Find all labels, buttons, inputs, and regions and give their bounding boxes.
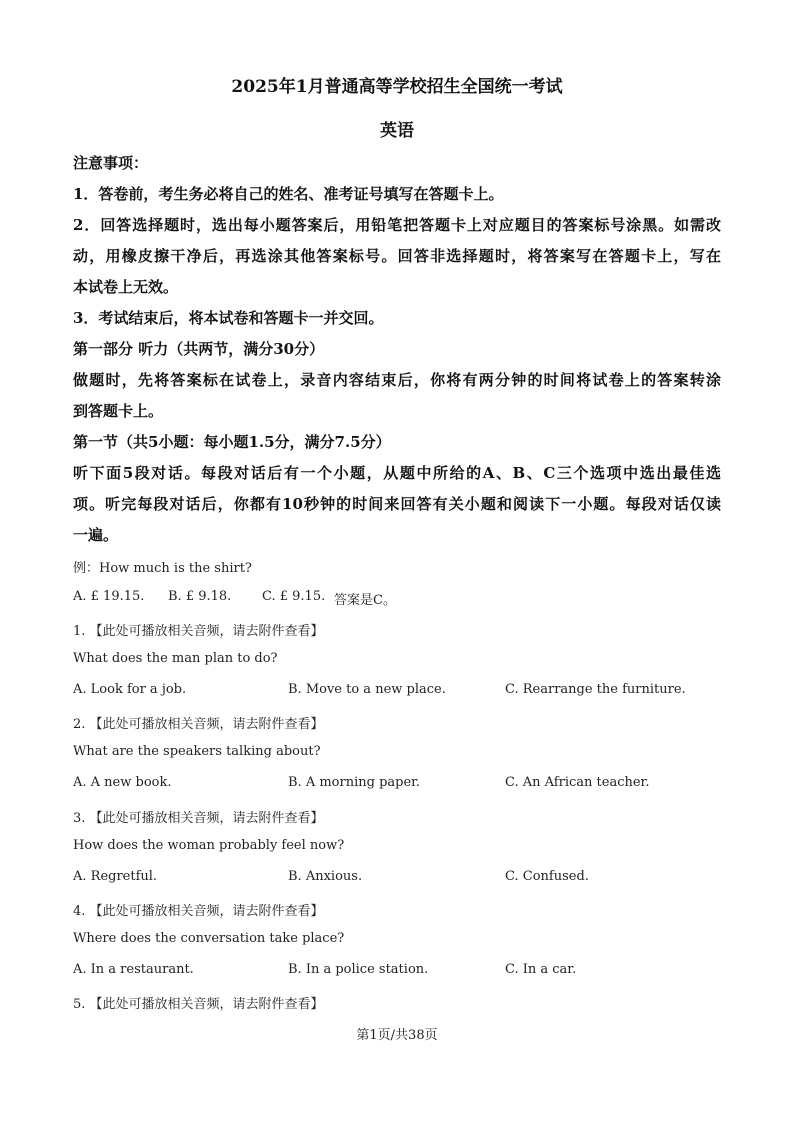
audio-placeholder-1[interactable]: 1. 【此处可播放相关音频，请去附件查看】	[73, 624, 324, 639]
question-2: What are the speakers talking about?	[73, 744, 321, 759]
audio-placeholder-5[interactable]: 5. 【此处可播放相关音频，请去附件查看】	[73, 997, 324, 1012]
q4-option-b: B. In a police station.	[288, 962, 429, 977]
q1-option-a: A. Look for a job.	[73, 682, 187, 697]
part1-heading: 第一部分 听力（共两节，满分30分）	[73, 340, 325, 358]
section1-heading: 第一节（共5小题：每小题1.5分，满分7.5分）	[73, 433, 391, 451]
section1-instruction-line-1: 听下面5段对话。每段对话后有一个小题，从题中所给的A、B、C三个选项中选出最佳选	[73, 464, 721, 482]
audio-placeholder-3[interactable]: 3. 【此处可播放相关音频，请去附件查看】	[73, 811, 324, 826]
question-4: Where does the conversation take place?	[73, 931, 345, 946]
section1-instruction-line-3: 一遍。	[73, 526, 119, 544]
q1-option-c: C. Rearrange the furniture.	[505, 682, 686, 697]
notice-item-2-line-3: 本试卷上无效。	[73, 278, 179, 296]
question-3: How does the woman probably feel now?	[73, 838, 345, 853]
part1-instruction-line-2: 到答题卡上。	[73, 402, 164, 420]
q2-option-b: B. A morning paper.	[288, 775, 421, 790]
q4-option-c: C. In a car.	[505, 962, 577, 977]
exam-title: 2025年1月普通高等学校招生全国统一考试	[231, 77, 563, 97]
part1-instruction-line-1: 做题时，先将答案标在试卷上，录音内容结束后，你将有两分钟的时间将试卷上的答案转涂	[73, 371, 721, 389]
q4-option-a: A. In a restaurant.	[73, 962, 194, 977]
q3-option-a: A. Regretful.	[73, 869, 158, 884]
section1-instruction-line-2: 项。听完每段对话后，你都有10秒钟的时间来回答有关小题和阅读下一小题。每段对话仅读	[73, 495, 721, 513]
notice-item-1: 1．答卷前，考生务必将自己的姓名、准考证号填写在答题卡上。	[73, 185, 504, 203]
audio-placeholder-2[interactable]: 2. 【此处可播放相关音频，请去附件查看】	[73, 717, 324, 732]
question-1: What does the man plan to do?	[73, 651, 278, 666]
q1-option-b: B. Move to a new place.	[288, 682, 446, 697]
q2-option-c: C. An African teacher.	[505, 775, 650, 790]
notice-item-2-line-1: 2．回答选择题时，选出每小题答案后，用铅笔把答题卡上对应题目的答案标号涂黑。如需改	[73, 216, 721, 234]
q3-option-c: C. Confused.	[505, 869, 589, 884]
notice-item-3: 3．考试结束后，将本试卷和答题卡一并交回。	[73, 309, 384, 327]
example-option-a: A. £ 19.15.	[73, 589, 145, 604]
audio-placeholder-4[interactable]: 4. 【此处可播放相关音频，请去附件查看】	[73, 904, 324, 919]
q2-option-a: A. A new book.	[73, 775, 172, 790]
page-number-footer: 第1页/共38页	[356, 1028, 438, 1043]
subject-title: 英语	[380, 121, 414, 141]
example-option-c: C. £ 9.15.	[262, 589, 326, 604]
q3-option-b: B. Anxious.	[288, 869, 363, 884]
example-answer: 答案是C。	[334, 593, 396, 608]
notice-heading: 注意事项：	[73, 154, 149, 172]
example-question: 例：How much is the shirt?	[73, 561, 252, 576]
notice-item-2-line-2: 动，用橡皮擦干净后，再选涂其他答案标号。回答非选择题时，将答案写在答题卡上，写在	[73, 247, 721, 265]
example-option-b: B. £ 9.18.	[168, 589, 232, 604]
